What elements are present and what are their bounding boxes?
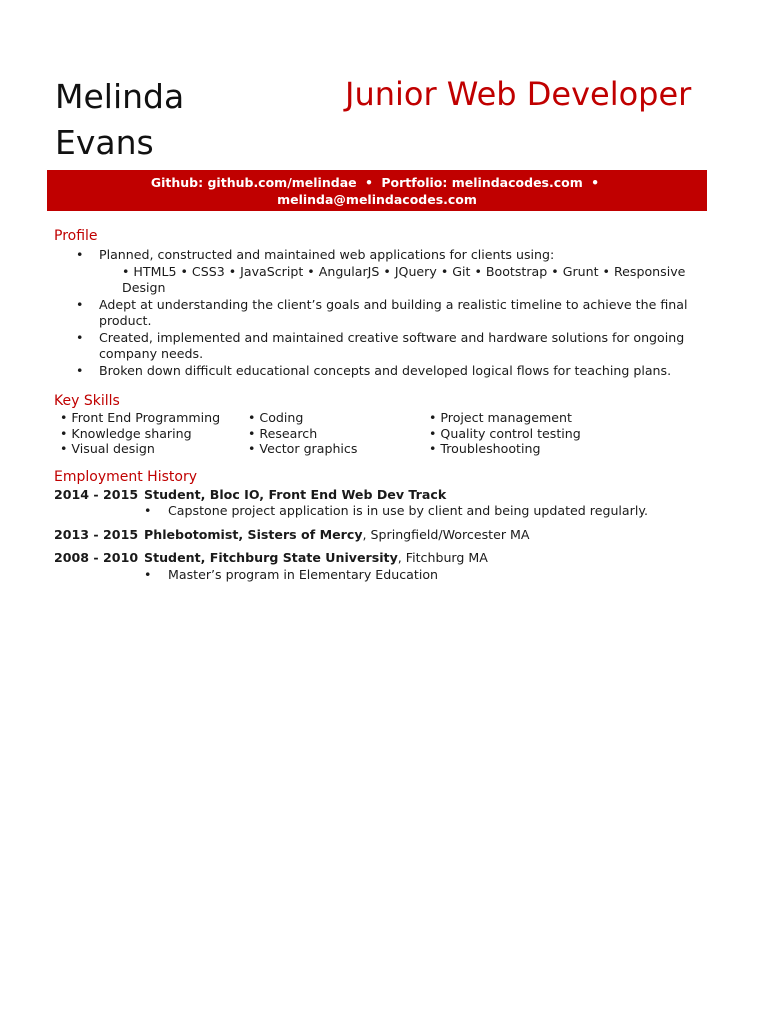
job-entry	[54, 527, 734, 544]
skills-heading: Key Skills	[54, 393, 120, 409]
job-dates: 2014 - 2015	[54, 487, 139, 502]
skill-item: • Troubleshooting	[429, 441, 541, 456]
bullet-icon: •	[76, 296, 84, 312]
email-link[interactable]: melinda@melindacodes.com	[277, 192, 477, 207]
job-title-text: Phlebotomist, Sisters of Mercy	[144, 527, 363, 542]
job-dates: 2008 - 2010	[54, 550, 139, 565]
skill-item: • Quality control testing	[429, 426, 581, 441]
name-last: Evans	[55, 123, 154, 162]
skill-item: • Coding	[248, 410, 304, 425]
skill-item: • Vector graphics	[248, 441, 358, 456]
skill-item: • Front End Programming	[60, 410, 221, 425]
skill-item: • Research	[248, 426, 318, 441]
job-dates: 2013 - 2015	[54, 527, 139, 542]
tech-list	[54, 264, 694, 297]
bullet-icon: •	[76, 362, 84, 378]
job-entry	[54, 550, 734, 567]
portfolio-label: Portfolio:	[381, 175, 448, 190]
contact-line-2	[47, 191, 707, 208]
contact-line-1	[47, 174, 707, 191]
job-title: Junior Web Developer	[345, 75, 692, 113]
candidate-name	[55, 74, 315, 166]
profile-heading: Profile	[54, 228, 98, 244]
job-bullet-text: Capstone project application is in use by client and being updated regularly.	[168, 503, 648, 518]
profile-item-text: Broken down difficult educational concepts and developed logical flows for teaching plans.	[99, 362, 672, 378]
profile-list	[54, 247, 694, 379]
profile-item	[54, 247, 694, 264]
skill-item: • Knowledge sharing	[60, 426, 192, 441]
portfolio-link[interactable]: melindacodes.com	[451, 175, 583, 190]
job-title-text: Student, Bloc IO, Front End Web Dev Track	[144, 487, 447, 502]
job-location: , Springfield/Worcester MA	[362, 527, 530, 542]
contact-separator: •	[591, 175, 600, 190]
bullet-icon: •	[144, 567, 152, 582]
bullet-icon: •	[76, 247, 84, 262]
skill-item: • Project management	[429, 410, 572, 425]
profile-item-text: Adept at understanding the client’s goals and building a realistic timeline to achieve the final	[99, 296, 688, 312]
github-link[interactable]: github.com/melindae	[207, 175, 357, 190]
profile-item-text: product.	[99, 313, 152, 328]
profile-item-text: Created, implemented and maintained creative software and hardware solutions for ongoing	[99, 329, 685, 345]
job-bullet	[144, 567, 724, 584]
profile-item	[54, 297, 694, 330]
bullet-icon: •	[76, 329, 84, 345]
profile-item	[54, 363, 694, 380]
job-bullet	[144, 503, 724, 520]
profile-item-text: company needs.	[99, 346, 204, 361]
github-label: Github:	[150, 175, 204, 190]
contact-bar	[47, 170, 707, 211]
tech-list-line: Design	[122, 280, 166, 295]
job-location: , Fitchburg MA	[397, 550, 488, 565]
job-entry	[54, 487, 734, 504]
bullet-icon: •	[144, 503, 152, 518]
job-title-text: Student, Fitchburg State University	[144, 550, 398, 565]
employment-heading: Employment History	[54, 469, 197, 485]
skill-item: • Visual design	[60, 441, 155, 456]
contact-separator: •	[364, 175, 373, 190]
name-first: Melinda	[55, 77, 185, 116]
profile-item	[54, 330, 694, 363]
job-bullet-text: Master’s program in Elementary Education	[168, 567, 439, 582]
profile-item-text: Planned, constructed and maintained web applications for clients using:	[99, 247, 555, 262]
tech-list-line: • HTML5 • CSS3 • JavaScript • AngularJS • JQuery • Git • Bootstrap • Grunt • Responsive	[122, 263, 686, 279]
